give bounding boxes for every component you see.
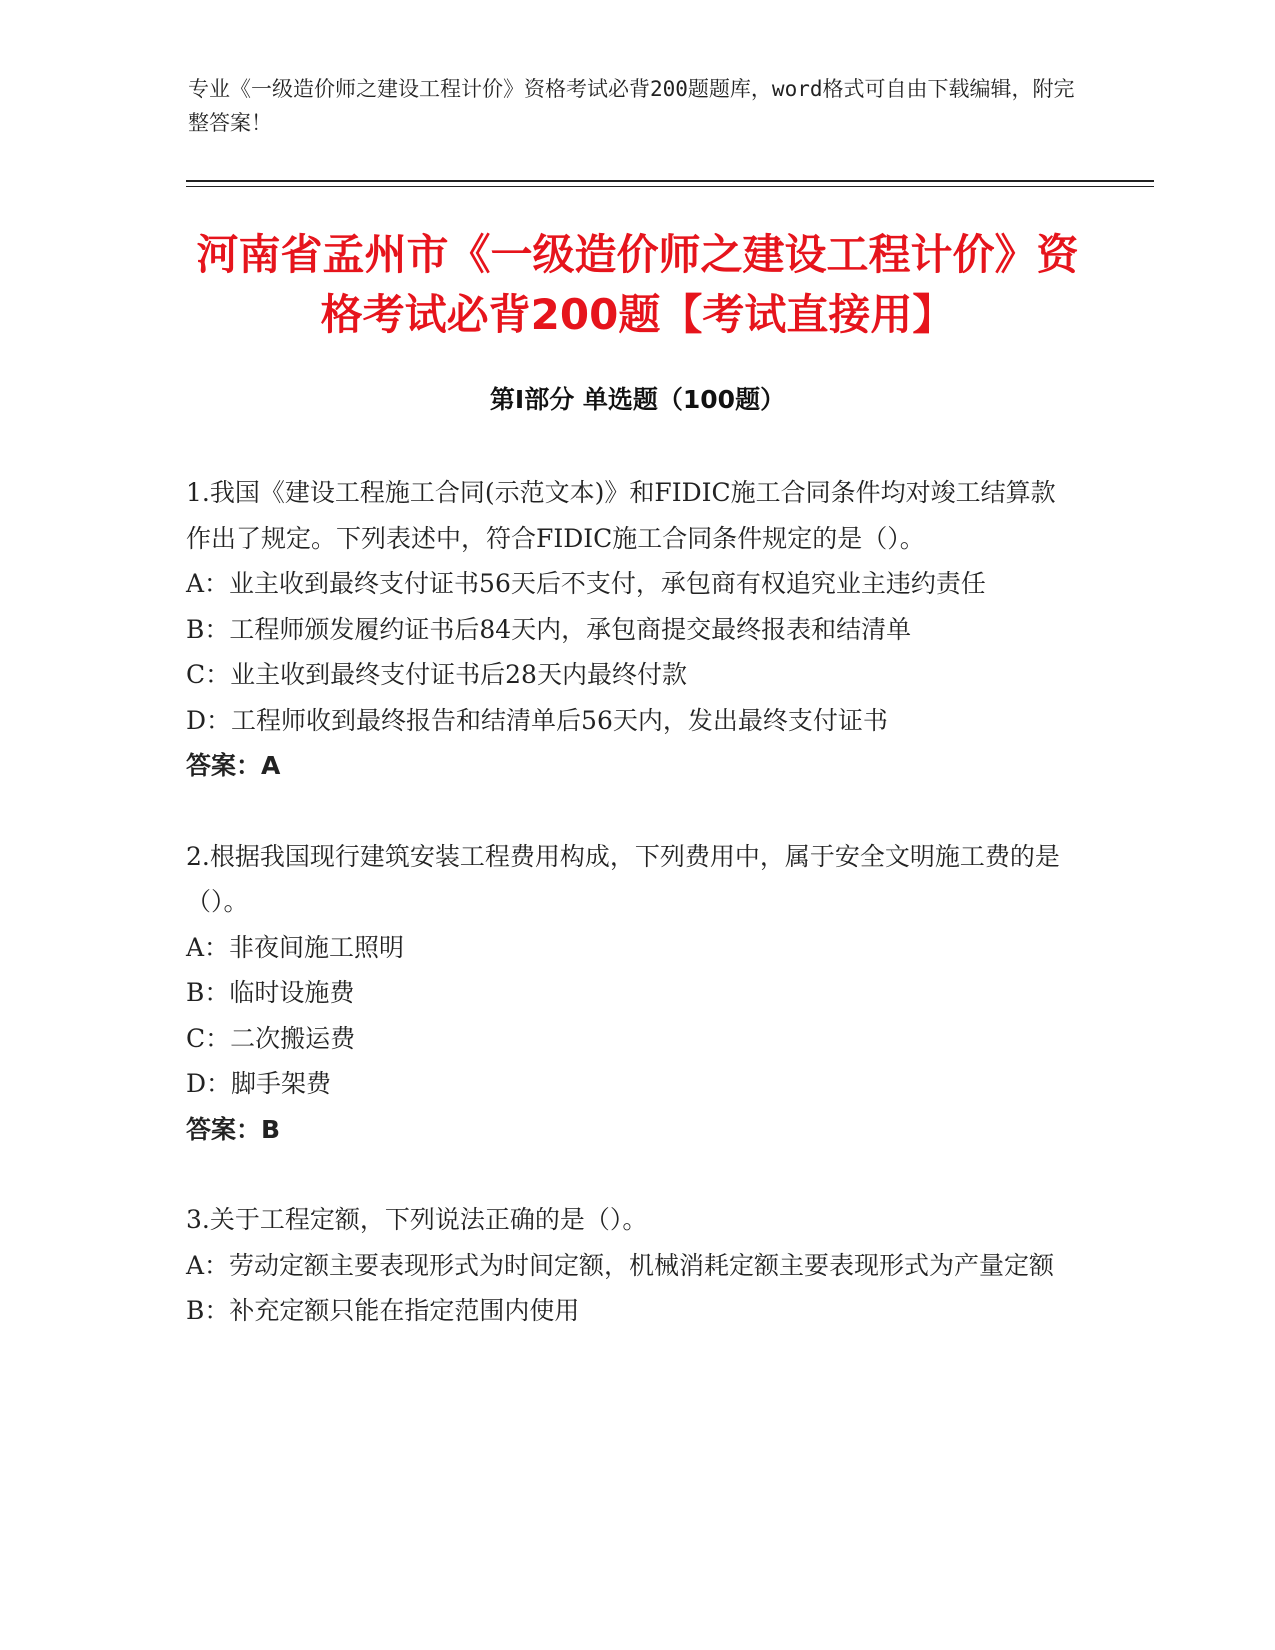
option-a: A：劳动定额主要表现形式为时间定额，机械消耗定额主要表现形式为产量定额 <box>186 1250 1055 1280</box>
option-d: D：脚手架费 <box>186 1069 332 1098</box>
answer-line: 答案：A <box>186 751 281 780</box>
header-divider-thick <box>186 180 1154 182</box>
option-b: B：工程师颁发履约证书后84天内，承包商提交最终报表和结清单 <box>186 614 912 644</box>
question-stem: 1.我国《建设工程施工合同(示范文本)》和FIDIC施工合同条件均对竣工结算款作出了规定。下列表述中，符合FIDIC施工合同条件规定的是（）。 <box>186 478 1056 553</box>
question-1 <box>186 470 1066 789</box>
question-3 <box>186 1197 1066 1334</box>
question-stem: 3.关于工程定额，下列说法正确的是（）。 <box>186 1205 648 1234</box>
option-a: A：业主收到最终支付证书56天后不支付，承包商有权追究业主违约责任 <box>186 569 986 598</box>
question-2 <box>186 834 1066 1153</box>
document-title: 河南省孟州市《一级造价师之建设工程计价》资格考试必背200题【考试直接用】 <box>196 230 1079 339</box>
answer-line: 答案：B <box>186 1114 281 1144</box>
section-heading: 第I部分 单选题（100题） <box>489 385 786 414</box>
option-b: B：临时设施费 <box>186 978 355 1007</box>
option-c: C：二次搬运费 <box>186 1023 356 1053</box>
header-divider-thin <box>186 186 1154 187</box>
option-b: B：补充定额只能在指定范围内使用 <box>186 1296 580 1325</box>
question-list <box>186 470 1066 1379</box>
header-note: 专业《一级造价师之建设工程计价》资格考试必背200题题库，word格式可自由下载编辑，附完整答案！ <box>188 77 1075 135</box>
option-c: C：业主收到最终支付证书后28天内最终付款 <box>186 660 687 689</box>
question-stem: 2.根据我国现行建筑安装工程费用构成，下列费用中，属于安全文明施工费的是（）。 <box>186 841 1060 916</box>
option-a: A：非夜间施工照明 <box>186 932 405 962</box>
option-d: D：工程师收到最终报告和结清单后56天内，发出最终支付证书 <box>186 705 888 735</box>
